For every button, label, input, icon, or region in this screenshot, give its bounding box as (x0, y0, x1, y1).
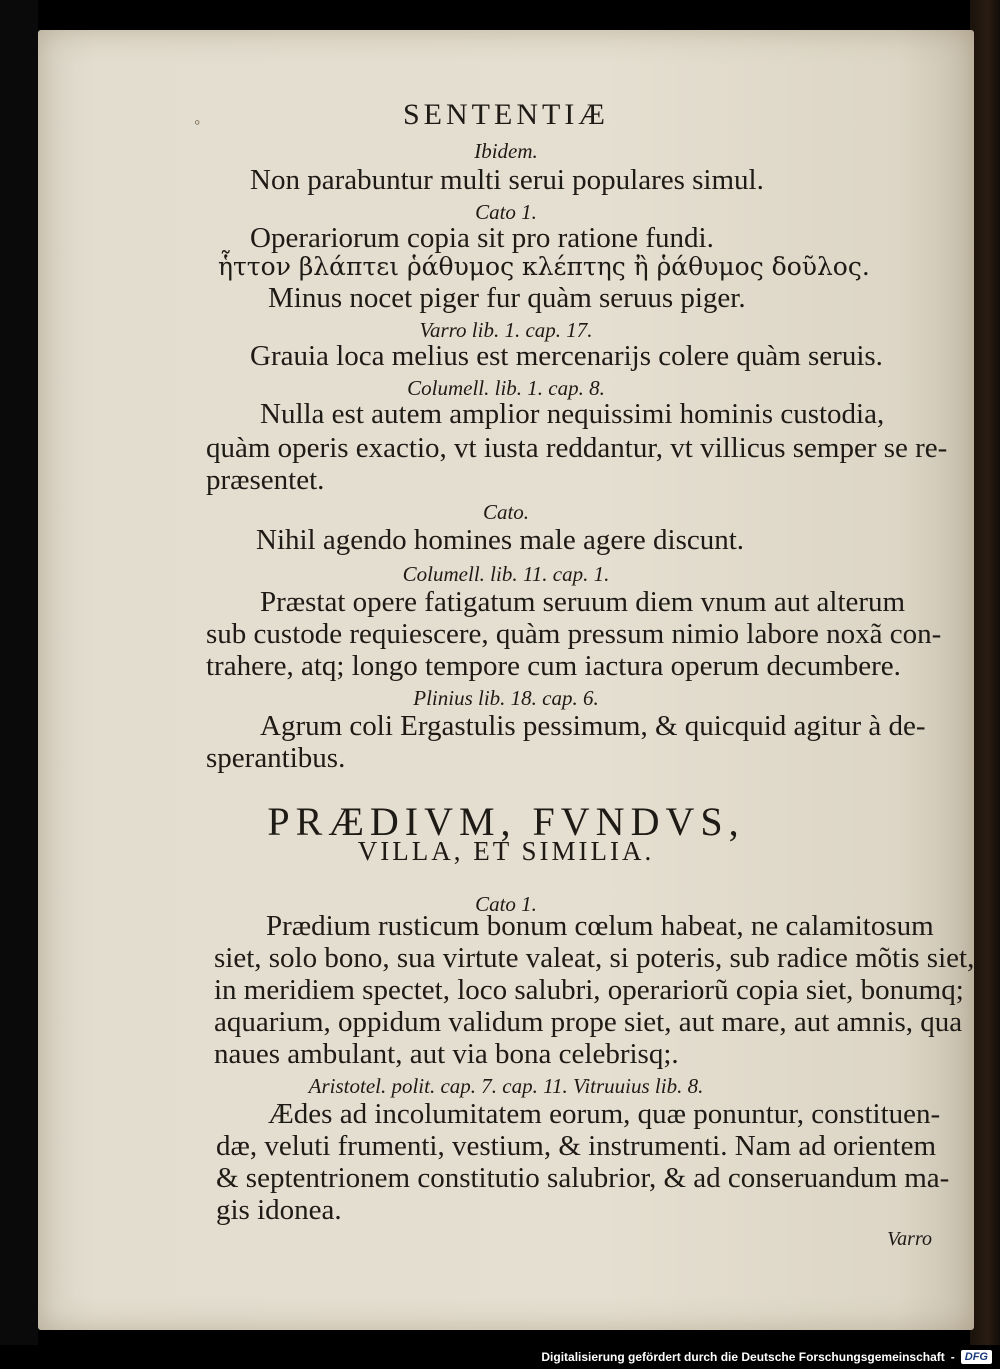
text-cato-2: Nihil agendo homines male agere discunt. (256, 524, 745, 556)
text-cato-3-line-5: naues ambulant, aut via bona celebrisq;. (214, 1038, 679, 1070)
text-aristoteles-line-4: gis idonea. (216, 1194, 342, 1226)
text-ibidem: Non parabuntur multi serui populares simul. (250, 164, 764, 196)
text-columella-1-line-1: Nulla est autem amplior nequissimi hominis custodia, (260, 398, 885, 430)
text-columella-2-line-2: sub custode requiescere, quàm pressum nimio labore noxã con- (206, 618, 942, 650)
scan-border-left (0, 0, 38, 1345)
text-aristoteles-line-2: dæ, veluti frumenti, vestium, & instrumenti. Nam ad orientem (216, 1130, 937, 1162)
catchword: Varro (887, 1228, 932, 1250)
footer-credit (541, 1347, 992, 1367)
text-cato-3-line-2: siet, solo bono, sua virtute valeat, si poteris, sub radice mõtis siet, (214, 942, 975, 974)
dfg-logo: DFG (961, 1350, 992, 1364)
text-columella-1-line-2: quàm operis exactio, vt iusta reddantur, vt villicus semper se re- (206, 432, 948, 464)
text-plinius-line-2: sperantibus. (206, 742, 346, 774)
section-title-2: VILLA, ET SIMILIA. (357, 836, 655, 866)
source-aristoteles: Aristotel. polit. cap. 7. cap. 11. Vitruuius lib. 8. (308, 1074, 704, 1098)
page-mark: ◦ (194, 112, 201, 132)
source-cato-1: Cato 1. (475, 200, 537, 224)
source-columella-1: Columell. lib. 1. cap. 8. (407, 376, 605, 400)
running-header: SENTENTIÆ (403, 98, 609, 131)
text-aristoteles-line-1: Ædes ad incolumitatem eorum, quæ ponuntur, constituen- (268, 1098, 941, 1130)
text-columella-1-line-3: præsentet. (206, 464, 325, 496)
source-varro: Varro lib. 1. cap. 17. (419, 318, 593, 342)
text-columella-2-line-1: Præstat opere fatigatum seruum diem vnum aut alterum (260, 586, 906, 618)
source-ibidem: Ibidem. (474, 139, 538, 163)
source-cato-2: Cato. (482, 500, 530, 524)
book-page (38, 30, 974, 1330)
source-cato-3: Cato 1. (475, 892, 537, 916)
text-varro: Grauia loca melius est mercenarijs colere quàm seruis. (250, 340, 883, 372)
footer-separator: - (950, 1350, 955, 1364)
source-columella-2: Columell. lib. 11. cap. 1. (402, 562, 610, 586)
text-plinius-line-1: Agrum coli Ergastulis pessimum, & quicquid agitur à de- (260, 710, 926, 742)
text-columella-2-line-3: trahere, atq; longo tempore cum iactura operum decumbere. (206, 650, 901, 682)
text-aristoteles-line-3: & septentrionem constitutio salubrior, & ad conseruandum ma- (216, 1162, 950, 1194)
footer-text: Digitalisierung gefördert durch die Deutsche Forschungsgemeinschaft (541, 1350, 945, 1364)
text-greek: ἧττον βλάπτει ῥάθυμος κλέπτης ἢ ῥάθυμος δοῦλος. (218, 252, 870, 281)
text-greek-translation: Minus nocet piger fur quàm seruus piger. (268, 282, 746, 314)
text-cato-3-line-4: aquarium, oppidum validum prope siet, aut mare, aut amnis, qua (214, 1006, 963, 1038)
text-cato-3-line-1: Prædium rusticum bonum cœlum habeat, ne calamitosum (266, 910, 934, 942)
source-plinius: Plinius lib. 18. cap. 6. (413, 686, 599, 710)
text-cato-3-line-3: in meridiem spectet, loco salubri, operariorũ copia siet, bonumq; (214, 974, 964, 1006)
scan-border-right (970, 0, 1000, 1345)
text-cato-1: Operariorum copia sit pro ratione fundi. (250, 222, 714, 254)
section-title-1: PRÆDIVM, FVNDVS, (267, 799, 745, 844)
